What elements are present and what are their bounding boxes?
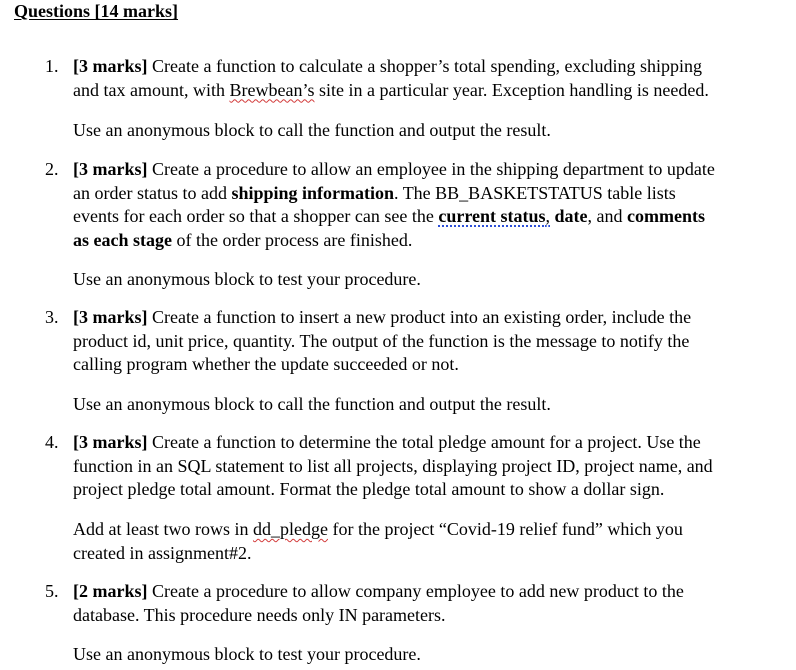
text-run: calling program whether the update succeeded or not. bbox=[73, 354, 459, 374]
question-text bbox=[73, 158, 795, 252]
emphasis-text: date bbox=[554, 206, 588, 226]
text-run: site in a particular year. Exception handling is needed. bbox=[314, 79, 709, 100]
text-run: an order status to add bbox=[73, 182, 232, 203]
text-line bbox=[73, 604, 795, 628]
emphasis-text: shipping information bbox=[231, 182, 395, 203]
question-note bbox=[73, 517, 683, 565]
text-line bbox=[73, 431, 795, 455]
text-line bbox=[73, 580, 795, 604]
text-run: events for each order so that a shopper can see the bbox=[73, 206, 439, 226]
text-run: function in an SQL statement to list all projects, displaying project ID, project name, and bbox=[73, 455, 713, 476]
emphasis-text: [3 marks] bbox=[73, 432, 148, 452]
question-number: 4. bbox=[45, 432, 59, 452]
text-line bbox=[73, 79, 795, 103]
text-line bbox=[73, 55, 795, 79]
text-run: . The BB_BASKETSTATUS table lists bbox=[394, 182, 676, 203]
text-line bbox=[73, 455, 795, 479]
question-number: 3. bbox=[45, 307, 59, 327]
emphasis-text: as each stage bbox=[73, 229, 172, 250]
question-text bbox=[73, 580, 795, 627]
question-note: Use an anonymous block to test your procedure. bbox=[73, 644, 421, 664]
page-title: Questions [14 marks] bbox=[14, 1, 179, 21]
emphasis-text: [3 marks] bbox=[73, 159, 148, 179]
question-text bbox=[73, 55, 795, 102]
emphasis-text: [3 marks] bbox=[73, 307, 148, 327]
text-run: , and bbox=[587, 206, 627, 226]
text-line bbox=[73, 541, 683, 565]
question-text bbox=[73, 431, 795, 502]
text-run: Create a function to calculate a shopper’s total spending, excluding shipping bbox=[147, 56, 703, 76]
emphasis-text: comments bbox=[627, 206, 705, 226]
text-run: for the project “Covid-19 relief fund” which you bbox=[327, 519, 683, 539]
text-run: project pledge total amount. Format the pledge total amount to show a dollar sign. bbox=[73, 479, 665, 499]
question-note: Use an anonymous block to call the function and output the result. bbox=[73, 394, 551, 414]
text-line bbox=[73, 229, 795, 253]
text-run: dd_pledge bbox=[252, 519, 328, 539]
question-number: 2. bbox=[45, 159, 59, 179]
text-run: and tax amount, with bbox=[73, 79, 230, 100]
text-run: of the order process are finished. bbox=[171, 229, 413, 250]
text-run: Create a procedure to allow company employee to add new product to the bbox=[147, 581, 684, 601]
text-line bbox=[73, 517, 683, 541]
text-line bbox=[73, 205, 795, 229]
emphasis-text: current status bbox=[438, 206, 546, 226]
text-run: Create a function to determine the total pledge amount for a project. Use the bbox=[147, 432, 701, 452]
question-number: 5. bbox=[45, 581, 59, 601]
question-note: Use an anonymous block to call the function and output the result. bbox=[73, 120, 551, 140]
question-text bbox=[73, 306, 795, 377]
text-run: Add at least two rows in bbox=[73, 519, 253, 539]
text-line bbox=[73, 158, 795, 182]
text-line bbox=[73, 306, 795, 330]
text-run: created in assignment#2. bbox=[73, 543, 252, 563]
text-run: Create a function to insert a new product into an existing order, include the bbox=[147, 307, 692, 327]
text-line bbox=[73, 353, 795, 377]
text-run: product id, unit price, quantity. The output of the function is the message to notify the bbox=[73, 330, 690, 351]
emphasis-text: [2 marks] bbox=[73, 581, 148, 601]
question-number: 1. bbox=[45, 56, 59, 76]
text-run: , bbox=[545, 206, 550, 226]
text-run: Create a procedure to allow an employee in the shipping department to update bbox=[147, 159, 715, 179]
text-run: database. This procedure needs only IN parameters. bbox=[73, 604, 446, 625]
text-line bbox=[73, 182, 795, 206]
text-line bbox=[73, 478, 795, 502]
text-line bbox=[73, 330, 795, 354]
text-run: Brewbean’s bbox=[229, 79, 315, 100]
emphasis-text: [3 marks] bbox=[73, 56, 148, 76]
question-note: Use an anonymous block to test your procedure. bbox=[73, 269, 421, 289]
